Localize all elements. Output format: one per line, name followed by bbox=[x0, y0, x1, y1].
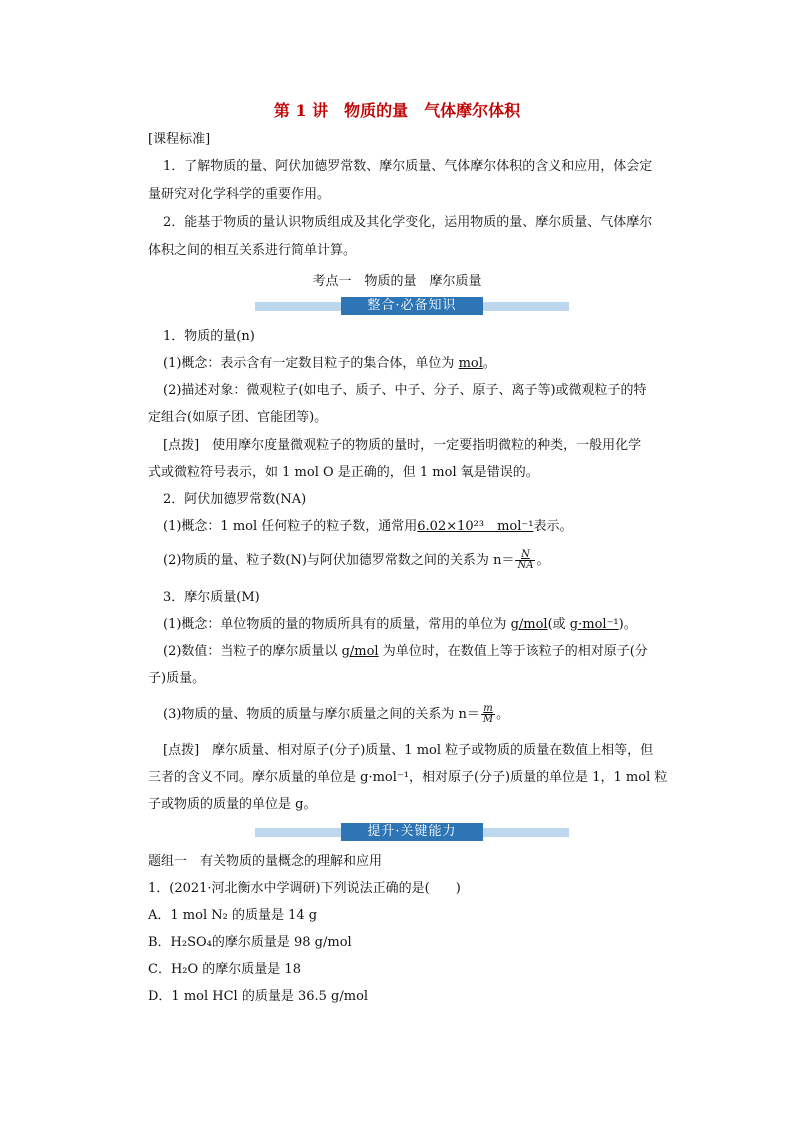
knowledge-heading-1: 1．物质的量(n) bbox=[163, 329, 255, 344]
page-title: 第 1 讲 物质的量 气体摩尔体积 bbox=[273, 101, 521, 120]
knowledge-3c: (3)物质的量、物质的质量与摩尔质量之间的关系为 n＝ $\frac{m}{M}$ 。 bbox=[163, 703, 510, 725]
course-standard-p2-line2: 体积之间的相互关系进行简单计算。 bbox=[148, 243, 357, 258]
section-title: 考点一 物质的量 摩尔质量 bbox=[312, 274, 482, 289]
option-a: A．1 mol N₂ 的质量是 14 g bbox=[148, 908, 318, 923]
option-d: D．1 mol HCl 的质量是 36.5 g/mol bbox=[148, 989, 369, 1004]
practice-group-title: 题组一 有关物质的量概念的理解和应用 bbox=[148, 854, 383, 869]
banner-label: 整合·必备知识 bbox=[341, 297, 483, 315]
course-standard-p1-line2: 量研究对化学科学的重要作用。 bbox=[148, 187, 331, 202]
knowledge-heading-3: 3．摩尔质量(M) bbox=[163, 590, 260, 605]
knowledge-1b-line2: 定组合(如原子团、官能团等)。 bbox=[148, 410, 328, 425]
tip1-line1: [点拨] 使用摩尔度量微观粒子的物质的量时，一定要指明微粒的种类，一般用化学 bbox=[163, 438, 642, 453]
knowledge-1b-line1: (2)描述对象：微观粒子(如电子、质子、中子、分子、原子、离子等)或微观粒子的特 bbox=[163, 383, 647, 398]
tip2-line3: 子或物质的质量的单位是 g。 bbox=[148, 797, 317, 812]
knowledge-1a: (1)概念：表示含有一定数目粒子的集合体，单位为 mol。 bbox=[163, 356, 496, 371]
knowledge-heading-2: 2．阿伏加德罗常数(NA) bbox=[163, 492, 307, 507]
fraction-m-m: $\frac{m}{M}$ bbox=[482, 703, 494, 725]
fraction-n-na: $\frac{N}{NA}$ bbox=[517, 549, 534, 571]
course-standard-p2-line1: 2．能基于物质的量认识物质组成及其化学变化，运用物质的量、摩尔质量、气体摩尔 bbox=[163, 215, 653, 230]
question-1: 1．(2021·河北衡水中学调研)下列说法正确的是( ) bbox=[148, 881, 461, 896]
tip2-line1: [点拨] 摩尔质量、相对原子(分子)质量、1 mol 粒子或物质的质量在数值上相等，但 bbox=[163, 743, 654, 758]
ability-banner bbox=[255, 823, 569, 841]
option-b: B．H₂SO₄的摩尔质量是 98 g/mol bbox=[148, 935, 352, 950]
tip2-line2: 三者的含义不同。摩尔质量的单位是 g·mol⁻¹，相对原子(分子)质量的单位是 1，1 mol 粒 bbox=[148, 770, 668, 785]
option-c: C．H₂O 的摩尔质量是 18 bbox=[148, 962, 301, 977]
tip1-line2: 式或微粒符号表示，如 1 mol O 是正确的，但 1 mol 氧是错误的。 bbox=[148, 465, 539, 480]
course-standard-p1-line1: 1．了解物质的量、阿伏加德罗常数、摩尔质量、气体摩尔体积的含义和应用，体会定 bbox=[163, 159, 653, 174]
course-standard-label: [课程标准] bbox=[148, 132, 211, 147]
knowledge-banner bbox=[255, 297, 569, 315]
knowledge-3b-line1: (2)数值：当粒子的摩尔质量以 g/mol 为单位时，在数值上等于该粒子的相对原子(分 bbox=[163, 644, 648, 659]
knowledge-2b: (2)物质的量、粒子数(N)与阿伏加德罗常数之间的关系为 n＝ $\frac{N}{NA}$ 。 bbox=[163, 549, 550, 571]
banner-label: 提升·关键能力 bbox=[341, 823, 483, 841]
knowledge-2a: (1)概念：1 mol 任何粒子的粒子数，通常用6.02×10²³ mol⁻¹表示。 bbox=[163, 519, 573, 534]
knowledge-3a: (1)概念：单位物质的量的物质所具有的质量，常用的单位为 g/mol(或 g·mol⁻¹)。 bbox=[163, 617, 637, 632]
knowledge-3b-line2: 子)质量。 bbox=[148, 671, 206, 686]
